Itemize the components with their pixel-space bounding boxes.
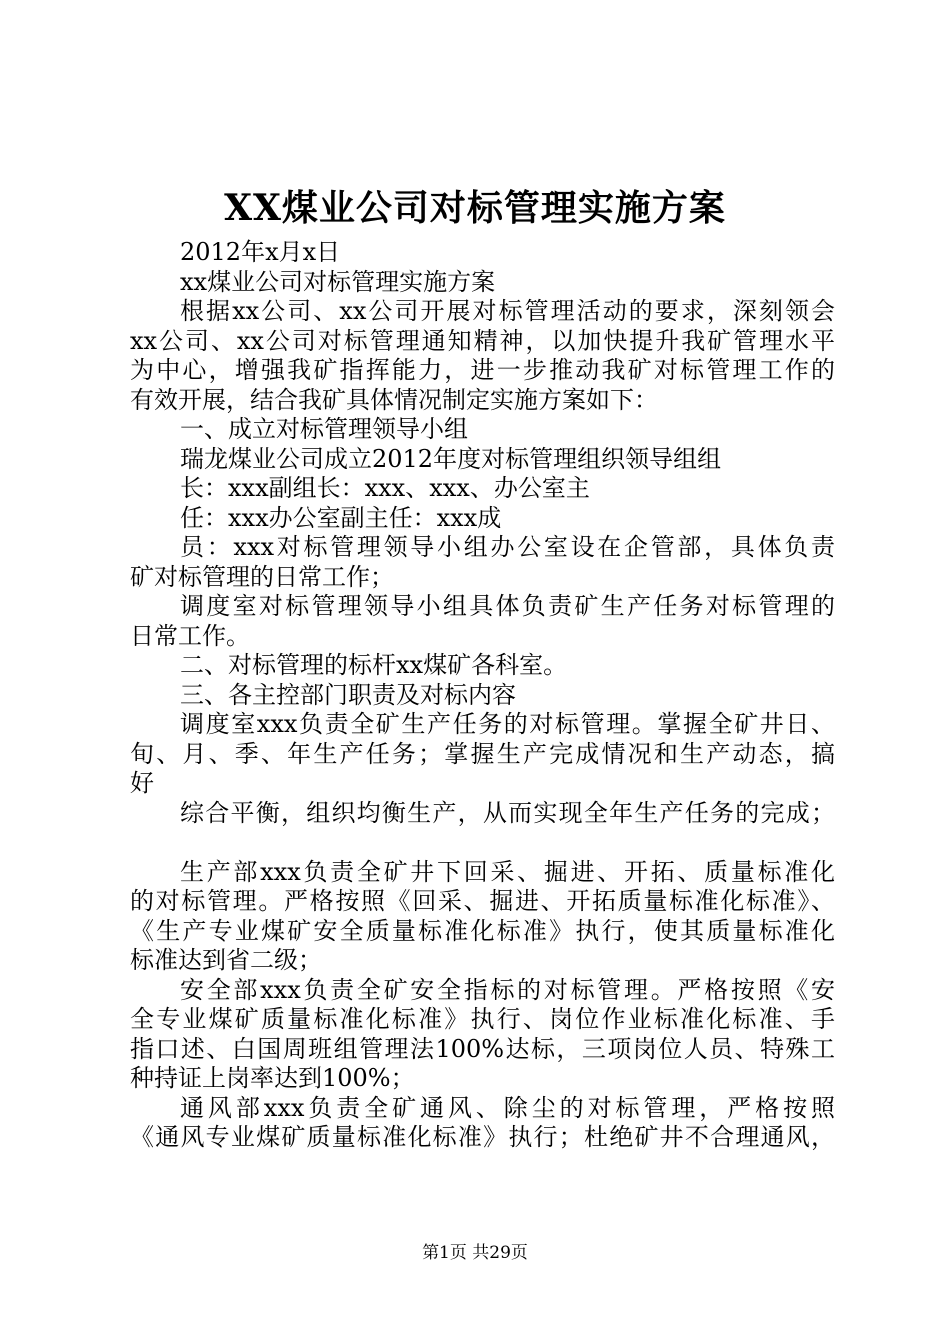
text-line: 全专业煤矿质量标准化标准》执行、岗位作业标准化标准、手 [130,1005,835,1033]
text-line: 日常工作。 [130,621,250,650]
text-line: 综合平衡，组织均衡生产，从而实现全年生产任务的完成； [180,798,835,827]
text-line: 标准达到省二级； [130,946,322,974]
text-line: 员：xxx对标管理领导小组办公室设在企管部，具体负责 [180,533,835,561]
text-line: 安全部xxx负责全矿安全指标的对标管理。严格按照《安 [180,975,835,1004]
text-line: 生产部xxx负责全矿井下回采、掘进、开拓、质量标准化 [180,857,835,886]
text-line: 为中心，增强我矿指挥能力，进一步推动我矿对标管理工作的 [130,356,835,384]
text-line: 三、各主控部门职责及对标内容 [180,680,516,709]
document-body [130,238,835,1153]
text-line: 好 [130,769,154,797]
page-footer: 第1页 共29页 [422,1243,528,1263]
text-line: 一、成立对标管理领导小组 [180,415,468,443]
text-line: 长：xxx副组长：xxx、xxx、办公室主 [180,474,590,502]
text-line: 《通风专业煤矿质量标准化标准》执行；杜绝矿井不合理通风， [130,1123,835,1151]
text-line: xx公司、xx公司对标管理通知精神，以加快提升我矿管理水平 [130,326,835,355]
text-line: 任：xxx办公室副主任：xxx成 [180,503,502,532]
text-line: 调度室xxx负责全矿生产任务的对标管理。掌握全矿井日、 [180,710,835,738]
text-line [130,828,835,858]
text-line: xx煤业公司对标管理实施方案 [180,267,496,296]
text-line: 二、对标管理的标杆xx煤矿各科室。 [180,651,568,679]
text-line: 调度室对标管理领导小组具体负责矿生产任务对标管理的 [180,592,835,620]
text-line: 的对标管理。严格按照《回采、掘进、开拓质量标准化标准》、 [130,887,835,915]
text-line: 《生产专业煤矿安全质量标准化标准》执行，使其质量标准化 [130,916,835,945]
text-line: 种持证上岗率达到100%； [130,1064,415,1092]
text-line: 瑞龙煤业公司成立2012年度对标管理组织领导组组 [180,444,722,473]
text-line: 通风部xxx负责全矿通风、除尘的对标管理，严格按照 [180,1093,835,1122]
text-line: 有效开展，结合我矿具体情况制定实施方案如下： [130,385,658,414]
text-line: 矿对标管理的日常工作； [130,562,394,591]
text-line: 2012年x月x日 [180,238,341,266]
document-title: XX煤业公司对标管理实施方案 [224,187,726,229]
text-line: 旬、月、季、年生产任务；掌握生产完成情况和生产动态，搞 [130,739,835,768]
text-line: 指口述、白国周班组管理法100%达标，三项岗位人员、特殊工 [130,1034,835,1063]
text-line: 根据xx公司、xx公司开展对标管理活动的要求，深刻领会 [180,297,835,325]
